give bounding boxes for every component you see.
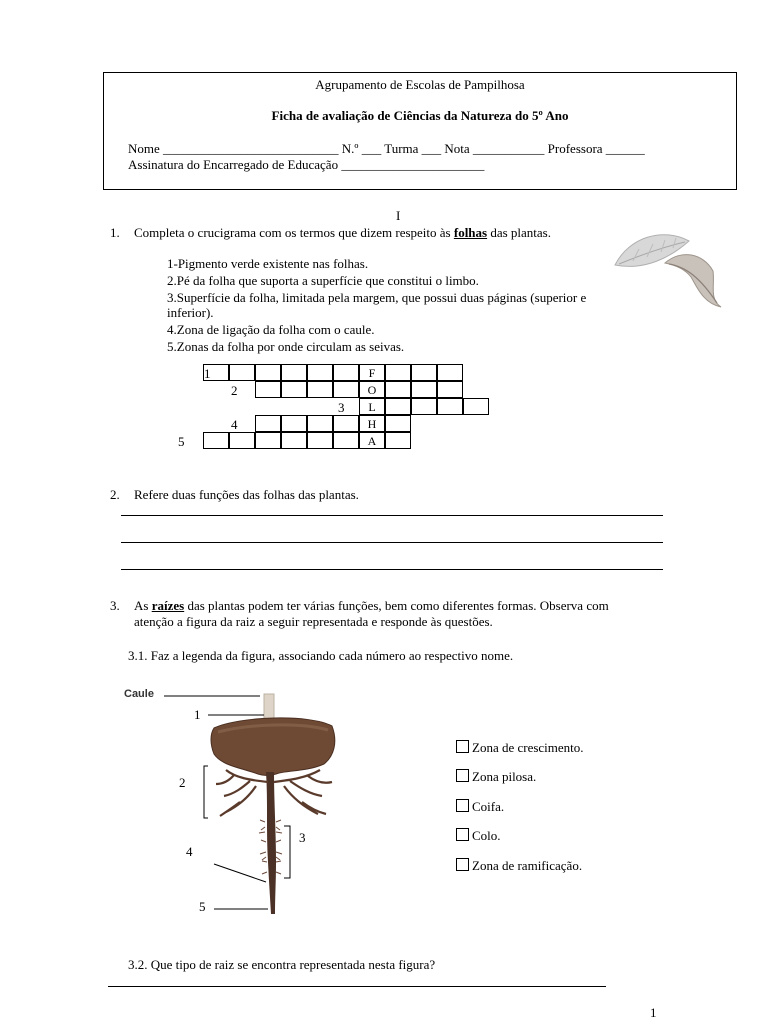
leaf-illustration (605, 223, 725, 311)
crossword-cell[interactable] (385, 432, 411, 449)
checkbox[interactable] (456, 740, 469, 753)
q1-clue-3-cont: inferior). (167, 305, 214, 320)
crossword-cell[interactable] (385, 364, 411, 381)
crossword-row-number: 4 (231, 417, 238, 432)
crossword-row-number: 3 (338, 400, 345, 415)
checkbox[interactable] (456, 769, 469, 782)
crossword-cell[interactable] (203, 364, 229, 381)
crossword-cell[interactable] (437, 398, 463, 415)
crossword-cell[interactable] (385, 415, 411, 432)
q1-clue-3: 3.Superfície da folha, limitada pela margem, que possui duas páginas (superior e (167, 290, 587, 305)
option-label: Coifa. (472, 799, 505, 814)
crossword-cell[interactable] (281, 381, 307, 398)
crossword-cell[interactable] (255, 364, 281, 381)
figure-number: 4 (186, 844, 193, 859)
page-title: Ficha de avaliação de Ciências da Natureza do 5º Ano (271, 108, 569, 123)
option-zona-pilosa[interactable] (456, 769, 536, 785)
lateral-roots-left (216, 770, 268, 816)
q3-text-after: das plantas podem ter várias funções, bem como diferentes formas. Observa com (184, 598, 609, 613)
crossword-cell[interactable] (307, 381, 333, 398)
crossword-cell[interactable] (203, 432, 229, 449)
lateral-roots-right (274, 770, 332, 814)
section-label: I (396, 208, 401, 223)
option-colo[interactable] (456, 828, 501, 844)
q2-number: 2. (110, 487, 120, 502)
q1-number: 1. (110, 225, 120, 240)
q1-text-after: das plantas. (487, 225, 551, 240)
page-number: 1 (650, 1005, 657, 1020)
q3-sub1: 3.1. Faz a legenda da figura, associando cada número ao respectivo nome. (128, 648, 514, 663)
crossword-cell[interactable] (255, 432, 281, 449)
answer-line[interactable] (108, 986, 606, 987)
crossword-key-cell: A (359, 432, 385, 449)
crossword-cell[interactable] (437, 364, 463, 381)
answer-line[interactable] (121, 569, 663, 570)
crossword-cell[interactable] (281, 415, 307, 432)
answer-line[interactable] (121, 542, 663, 543)
taproot (266, 772, 276, 914)
crossword-cell[interactable] (411, 381, 437, 398)
option-zona-ramificacao[interactable] (456, 858, 582, 874)
crossword-cell[interactable] (255, 381, 281, 398)
q1-clue-2: 2.Pé da folha que suporta a superfície que constitui o limbo. (167, 273, 479, 288)
figure-number: 1 (194, 707, 201, 722)
crossword-row-number: 5 (178, 434, 185, 449)
q3-keyword: raízes (151, 598, 185, 613)
q3-text-line2: atenção a figura da raiz a seguir representada e responde às questões. (134, 614, 493, 629)
crossword-cell[interactable] (333, 415, 359, 432)
bracket-3 (284, 826, 290, 878)
crossword-cell[interactable] (281, 432, 307, 449)
crossword-cell[interactable] (307, 364, 333, 381)
figure-number: 2 (179, 775, 186, 790)
pointer-4 (214, 864, 266, 882)
q1-keyword: folhas (453, 225, 488, 240)
crossword-cell[interactable] (255, 415, 281, 432)
answer-line[interactable] (121, 515, 663, 516)
option-label: Zona pilosa. (472, 769, 537, 784)
crossword-cell[interactable] (229, 432, 255, 449)
checkbox[interactable] (456, 828, 469, 841)
q3-number: 3. (110, 598, 120, 613)
crossword-row-number: 1 (204, 366, 211, 381)
crossword-cell[interactable] (333, 364, 359, 381)
q2-text: Refere duas funções das folhas das plantas. (134, 487, 359, 502)
caule-label: Caule (124, 688, 154, 700)
q1-text (134, 225, 551, 241)
student-fields-line[interactable]: Nome ___________________________ N.º ___ Turma ___ Nota ___________ Professora ______ (128, 141, 645, 156)
crossword-key-cell: F (359, 364, 385, 381)
q3-sub2: 3.2. Que tipo de raiz se encontra representada nesta figura? (128, 957, 436, 972)
crossword-cell[interactable] (229, 364, 255, 381)
crossword-cell[interactable] (333, 432, 359, 449)
crossword-row-number: 2 (231, 383, 238, 398)
q1-clue-5: 5.Zonas da folha por onde circulam as seivas. (167, 339, 405, 354)
option-label: Colo. (472, 828, 501, 843)
crossword-cell[interactable] (385, 381, 411, 398)
root-figure (110, 682, 440, 922)
crossword-cell[interactable] (385, 398, 411, 415)
crossword-cell[interactable] (307, 432, 333, 449)
q1-clue-4: 4.Zona de ligação da folha com o caule. (167, 322, 375, 337)
q3-text (134, 598, 609, 614)
crossword-key-cell: L (359, 398, 385, 415)
figure-number: 5 (199, 899, 206, 914)
crossword-cell[interactable] (463, 398, 489, 415)
crossword-key-cell: H (359, 415, 385, 432)
crossword-cell[interactable] (281, 364, 307, 381)
crossword-cell[interactable] (437, 381, 463, 398)
signature-line[interactable]: Assinatura do Encarregado de Educação ______________________ (128, 157, 485, 172)
checkbox[interactable] (456, 799, 469, 812)
crossword-cell[interactable] (411, 398, 437, 415)
crossword-cell[interactable] (411, 364, 437, 381)
option-coifa[interactable] (456, 799, 504, 815)
bracket-2 (204, 766, 208, 818)
q1-clue-1: 1-Pigmento verde existente nas folhas. (167, 256, 369, 271)
option-zona-crescimento[interactable] (456, 740, 584, 756)
q3-text-before: As (134, 598, 152, 613)
crossword-key-cell: O (359, 381, 385, 398)
crossword-cell[interactable] (333, 381, 359, 398)
q1-text-before: Completa o crucigrama com os termos que dizem respeito às (134, 225, 454, 240)
option-label: Zona de ramificação. (472, 858, 583, 873)
figure-number: 3 (299, 830, 306, 845)
crossword-cell[interactable] (307, 415, 333, 432)
option-label: Zona de crescimento. (472, 740, 584, 755)
school-name: Agrupamento de Escolas de Pampilhosa (315, 77, 525, 92)
checkbox[interactable] (456, 858, 469, 871)
